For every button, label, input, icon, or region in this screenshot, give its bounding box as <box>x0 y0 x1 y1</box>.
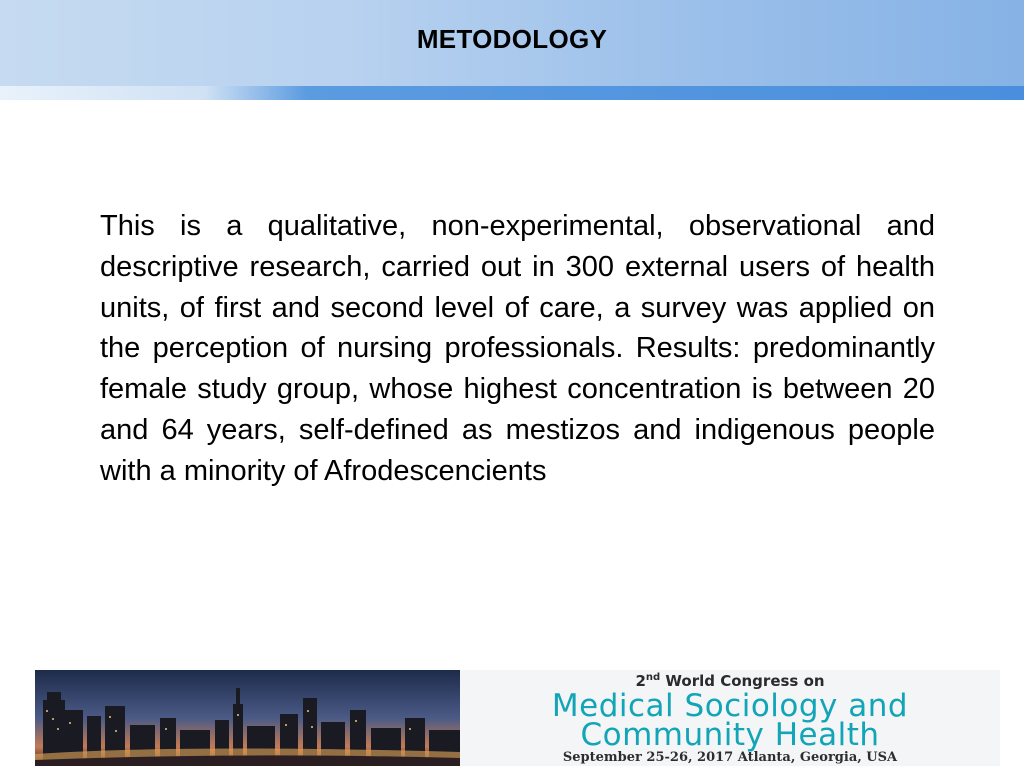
header-stripe <box>0 86 1024 100</box>
city-skyline-image <box>35 670 460 766</box>
conference-date: September 25-26, 2017 Atlanta, Georgia, USA <box>562 750 898 765</box>
conference-name-line2: Community Health <box>580 717 880 753</box>
conference-logo <box>460 670 1000 766</box>
conference-banner <box>35 670 1000 766</box>
slide-body-text: This is a qualitative, non-experimental, observational and descriptive research, carried out in 300 external users of health units, of first and second level of care, a survey was applied on the perception of nursing professionals. Results: predominantly female study group, whose highest concentration is between 20 and 64 years, self-defined as mestizos and indigenous people with a minority of Afrodescencients <box>100 210 935 487</box>
slide-title: METODOLOGY <box>416 24 608 54</box>
conference-name-line1: Medical Sociology and <box>551 688 909 724</box>
congress-line: 2nd World Congress on <box>635 672 825 690</box>
